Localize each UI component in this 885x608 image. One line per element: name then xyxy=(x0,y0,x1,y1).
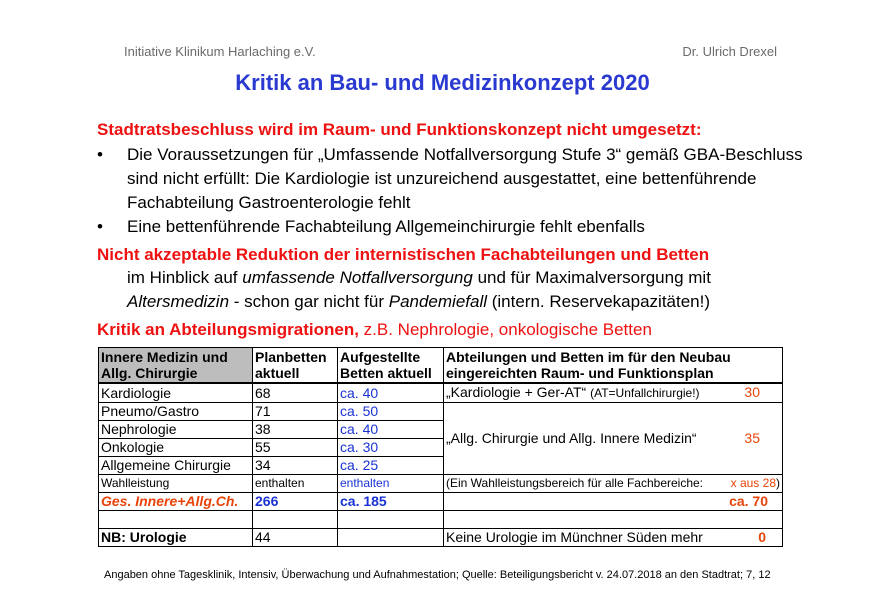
cell-aufgestellt: ca. 50 xyxy=(338,403,444,421)
table-urologie-row xyxy=(99,529,783,547)
bullet-icon: • xyxy=(97,145,103,164)
col-header-aufgestellt: Aufgestellte Betten aktuell xyxy=(338,348,444,384)
bullet-item-1 xyxy=(97,143,817,215)
section2-heading: Nicht akzeptable Reduktion der internistischen Fachabteilungen und Betten xyxy=(97,245,710,264)
section2-line1: im Hinblick auf umfassende Notfallversorgung und für Maximalversorgung mit xyxy=(127,268,711,287)
cell-neubau-kardio: „Kardiologie + Ger-AT“ (AT=Unfallchirurgie!) 30 xyxy=(444,383,783,403)
cell-neubau-allg: „Allg. Chirurgie und Allg. Innere Medizin“ 35 xyxy=(444,403,783,475)
cell-aufgestellt: enthalten xyxy=(338,475,444,493)
cell-dept: Nephrologie xyxy=(99,421,253,439)
cell-aufgestellt: ca. 40 xyxy=(338,421,444,439)
table-header-row xyxy=(99,348,783,384)
cell-dept: Pneumo/Gastro xyxy=(99,403,253,421)
table-total-row xyxy=(99,493,783,511)
urologie-neubau: Keine Urologie im Münchner Süden mehr 0 xyxy=(444,529,783,547)
cell-dept: Onkologie xyxy=(99,439,253,457)
total-neubau: ca. 70 xyxy=(444,493,783,511)
page-title: Kritik an Bau- und Medizinkonzept 2020 xyxy=(235,70,650,95)
table-row xyxy=(99,383,783,403)
bullet-text-2: Eine bettenführende Fachabteilung Allgemeinchirurgie fehlt ebenfalls xyxy=(127,217,645,236)
section2-line2: Altersmedizin - schon gar nicht für Pandemiefall (intern. Reservekapazitäten!) xyxy=(127,292,711,311)
table-spacer-row xyxy=(99,511,783,529)
cell-aufgestellt: ca. 25 xyxy=(338,457,444,475)
urologie-label: NB: Urologie xyxy=(99,529,253,547)
bullet-icon: • xyxy=(97,217,103,236)
cell-dept: Kardiologie xyxy=(99,383,253,403)
cell-plan: 55 xyxy=(253,439,338,457)
cell-aufgestellt: ca. 40 xyxy=(338,383,444,403)
table-row xyxy=(99,475,783,493)
urologie-aufgestellt xyxy=(338,529,444,547)
cell-neubau-wahl: (Ein Wahlleistungsbereich für alle Fachbereiche: x aus 28) xyxy=(444,475,783,493)
cell-aufgestellt: ca. 30 xyxy=(338,439,444,457)
cell-dept: Wahlleistung xyxy=(99,475,253,493)
col-header-plan: Planbetten aktuell xyxy=(253,348,338,384)
header-organization: Initiative Klinikum Harlaching e.V. xyxy=(124,44,316,59)
spacer-cell xyxy=(444,511,783,529)
header-author: Dr. Ulrich Drexel xyxy=(682,44,777,59)
col-header-neubau: Abteilungen und Betten im für den Neubau eingereichten Raum- und Funktionsplan xyxy=(444,348,783,384)
spacer-cell xyxy=(253,511,338,529)
cell-plan: 38 xyxy=(253,421,338,439)
cell-dept: Allgemeine Chirurgie xyxy=(99,457,253,475)
spacer-cell xyxy=(338,511,444,529)
cell-plan: enthalten xyxy=(253,475,338,493)
urologie-plan: 44 xyxy=(253,529,338,547)
table-row xyxy=(99,403,783,421)
section1-heading: Stadtratsbeschluss wird im Raum- und Funktionskonzept nicht umgesetzt: xyxy=(97,120,702,139)
section3-heading: Kritik an Abteilungsmigrationen, z.B. Nephrologie, onkologische Betten xyxy=(97,320,652,339)
spacer-cell xyxy=(99,511,253,529)
cell-plan: 71 xyxy=(253,403,338,421)
bullet-item-2 xyxy=(97,215,817,239)
total-aufgestellt: ca. 185 xyxy=(338,493,444,511)
total-label: Ges. Innere+Allg.Ch. xyxy=(99,493,253,511)
footer-source-note: Angaben ohne Tagesklinik, Intensiv, Überwachung und Aufnahmestation; Quelle: Beteiligungsbericht v. 24.07.2018 an den Stadtrat; 7, 12 xyxy=(104,569,771,581)
cell-plan: 34 xyxy=(253,457,338,475)
cell-plan: 68 xyxy=(253,383,338,403)
beds-table xyxy=(98,347,783,547)
col-header-dept: Innere Medizin und Allg. Chirurgie xyxy=(99,348,253,384)
total-plan: 266 xyxy=(253,493,338,511)
bullet-text-1: Die Voraussetzungen für „Umfassende Notfallversorgung Stufe 3“ gemäß GBA-Beschluss sind nicht erfüllt: Die Kardiologie ist unzureichend ausgestattet, eine bettenführende Fachabteilung Gastroenterologie fehlt xyxy=(127,145,803,212)
